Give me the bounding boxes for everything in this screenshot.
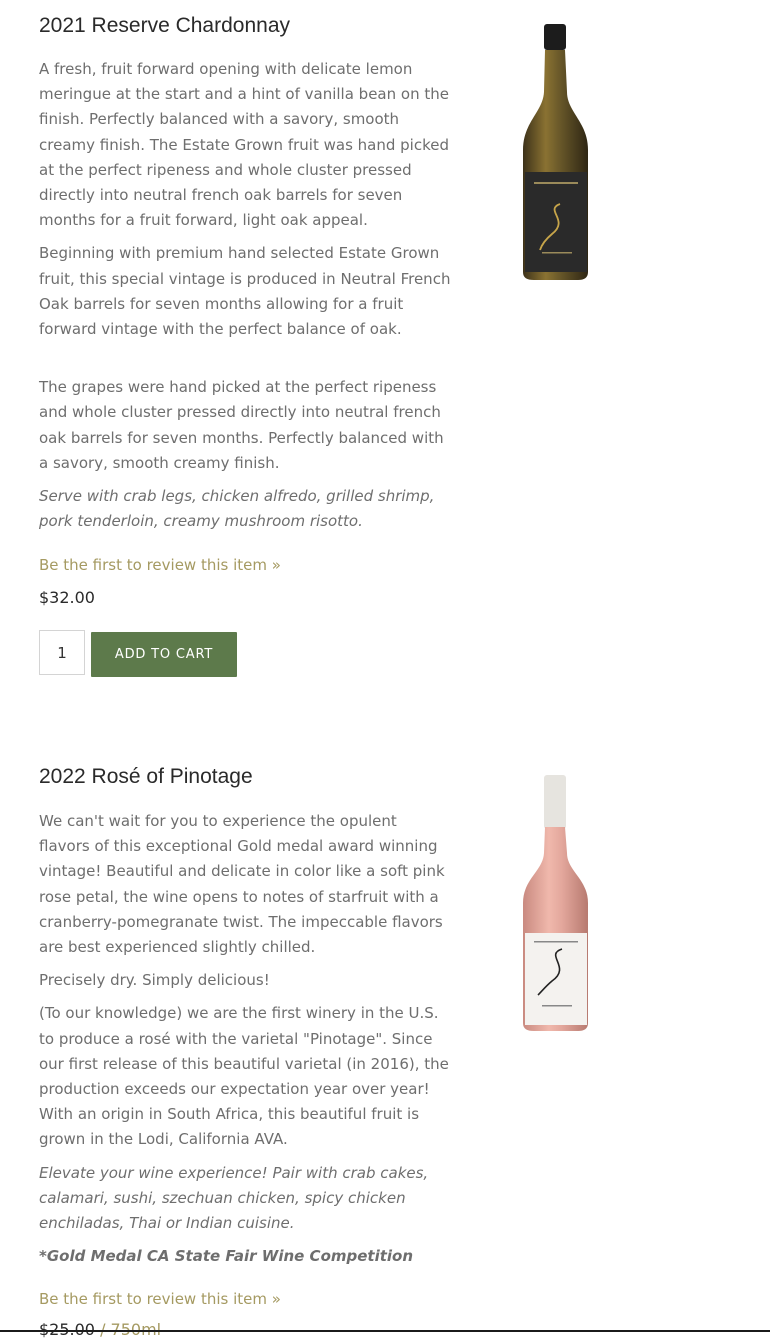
product-description — [39, 809, 451, 1277]
review-link[interactable]: Be the first to review this item » — [39, 556, 281, 574]
description-paragraph: Beginning with premium hand selected Estate Grown fruit, this special vintage is produced in Neutral French Oak barrels for seven months allowing for a fruit forward vintage with the perfect balance of oak. — [39, 244, 451, 339]
food-pairing-text: Serve with crab legs, chicken alfredo, grilled shrimp, pork tenderloin, creamy mushroom risotto. — [39, 487, 435, 531]
product-price: $32.00 — [39, 588, 95, 607]
product-title: 2021 Reserve Chardonnay — [39, 14, 290, 37]
chardonnay-bottle-image — [514, 22, 598, 284]
description-paragraph: We can't wait for you to experience the opulent flavors of this exceptional Gold medal award winning vintage! Beautiful and delicate in color like a soft pink rose petal, the wine opens to notes of starfruit with a cranberry-pomegranate twist. The impeccable flavors are best experienced slightly chilled. — [39, 812, 445, 957]
description-paragraph: Precisely dry. Simply delicious! — [39, 971, 270, 990]
award-text: *Gold Medal CA State Fair Wine Competition — [39, 1247, 414, 1266]
product-title: 2022 Rosé of Pinotage — [39, 765, 253, 788]
product-description — [39, 57, 451, 542]
add-to-cart-button[interactable]: ADD TO CART — [91, 632, 237, 677]
quantity-input[interactable]: 1 — [39, 630, 85, 675]
description-paragraph: A fresh, fruit forward opening with delicate lemon meringue at the start and a hint of vanilla bean on the finish. Perfectly balanced with a savory, smooth creamy finish. The Estate Grown fruit was hand picked at the perfect ripeness and whole cluster pressed directly into neutral french oak barrels for seven months for a fruit forward, light oak appeal. — [39, 60, 449, 230]
rose-bottle-image — [514, 773, 598, 1035]
description-paragraph: (To our knowledge) we are the first winery in the U.S. to produce a rosé with the varietal "Pinotage". Since our first release of this beautiful varietal (in 2016), the production exceeds our expectation year over year! With an origin in South Africa, this beautiful fruit is grown in the Lodi, California AVA. — [39, 1004, 449, 1149]
review-link[interactable]: Be the first to review this item » — [39, 1290, 281, 1308]
description-paragraph: The grapes were hand picked at the perfect ripeness and whole cluster pressed directly into neutral french oak barrels for seven months. Perfectly balanced with a savory, smooth creamy finish. — [39, 378, 444, 472]
food-pairing-text: Elevate your wine experience! Pair with crab cakes, calamari, sushi, szechuan chicken, spicy chicken enchiladas, Thai or Indian cuisine. — [39, 1163, 429, 1233]
